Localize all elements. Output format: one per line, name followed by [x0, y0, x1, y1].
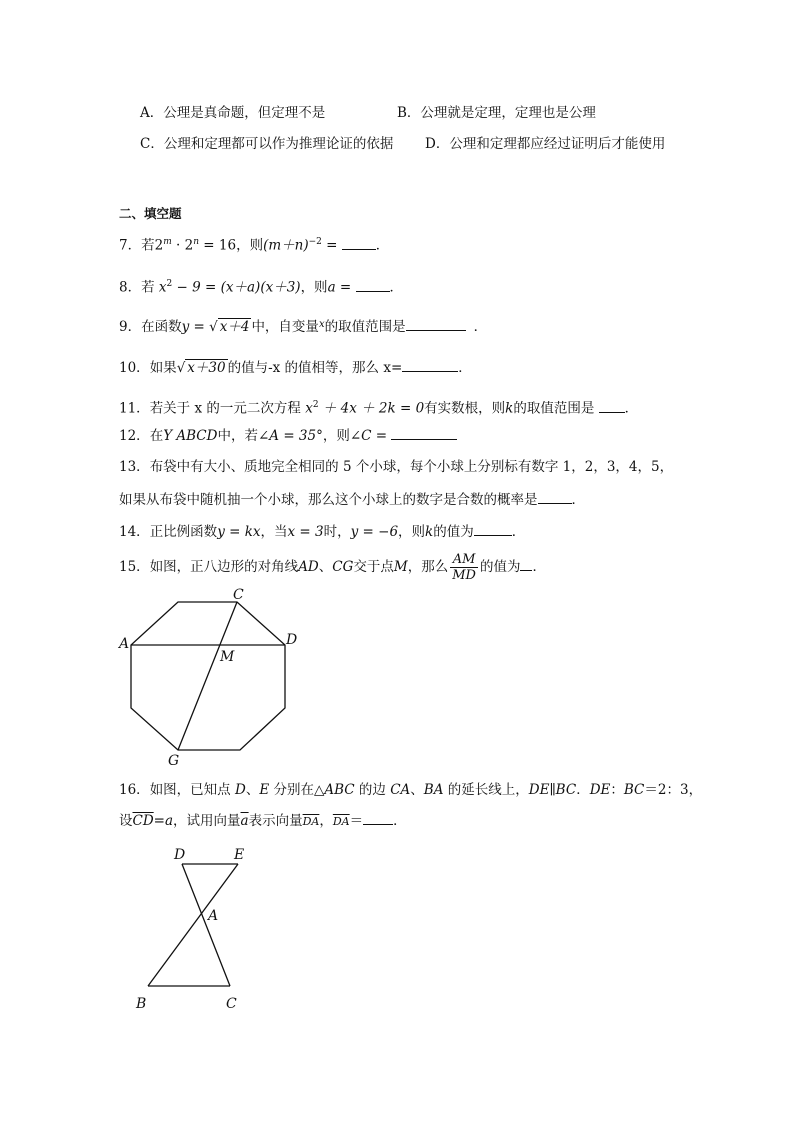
question-11: 11．若关于 x 的一元二次方程 $x^2 + 4x + 2k = 0$有实数根，则k的取值范围是 ． — [119, 395, 638, 419]
answer-blank — [342, 235, 376, 250]
answer-blank — [599, 398, 625, 413]
label-m: M — [220, 649, 235, 665]
label-a: A — [208, 908, 219, 924]
question-10: 10．如果√ x＋30 的值与-x 的值相等，那么 x= ． — [119, 357, 472, 378]
segment-dc — [182, 864, 230, 986]
option-a: A．公理是真命题，但定理不是 — [140, 105, 326, 121]
answer-blank — [402, 357, 458, 372]
label-c: C — [226, 996, 237, 1012]
label-g: G — [168, 753, 180, 769]
option-d: D．公理和定理都应经过证明后才能使用 — [425, 136, 666, 152]
label-d: D — [286, 632, 298, 648]
question-15: 15．如图，正八边形的对角线AD、CG交于点M，那么 $\frac{AM}{MD}$ 的值为 ． — [119, 552, 546, 583]
question-16-line-1: 16．如图，已知点 D、E 分别在△ABC 的边 CA、BA 的延长线上，DE∥BC．DE：BC＝2：3， — [119, 782, 703, 798]
answer-blank — [406, 316, 466, 331]
octagon-figure — [110, 580, 310, 770]
answer-blank — [363, 810, 393, 825]
label-a: A — [119, 636, 130, 652]
question-13-line-1: 13．布袋中有大小、质地完全相同的 5 个小球，每个小球上分别标有数字 1，2，3，4，5， — [119, 459, 674, 475]
question-12: 12．在Y ABCD中，若∠A = 35°，则∠C = — [119, 425, 457, 446]
option-c: C．公理和定理都可以作为推理论证的依据 — [140, 136, 394, 152]
question-16-line-2: 设$\overline{CD}=a$，试用向量$\overline{a}$表示向量$\overline{DA}$，$\overline{DA}=$ ． — [119, 810, 407, 832]
question-8: 8．若 $x^2 - 9 = (x+a)(x+3)$，则a = ． — [119, 274, 403, 298]
label-e: E — [234, 847, 245, 863]
question-9: 9．在函数y = √ x＋4 中，自变量$^x$的取值范围是 ． — [119, 315, 487, 337]
question-14: 14．正比例函数y = kx，当x = 3时，y = −6，则k的值为 ． — [119, 521, 525, 542]
answer-blank — [538, 489, 572, 504]
answer-blank — [391, 425, 457, 440]
question-7: 7．若$2^m \cdot 2^n = 16$，则$(m+n)^{-2}$ = ． — [119, 232, 389, 256]
label-c: C — [233, 587, 244, 603]
answer-blank — [520, 556, 532, 571]
triangle-figure — [130, 840, 270, 1020]
answer-blank — [474, 521, 512, 536]
label-d: D — [174, 847, 186, 863]
answer-blank — [356, 277, 390, 292]
label-b: B — [136, 996, 147, 1012]
option-b: B．公理就是定理，定理也是公理 — [397, 105, 596, 121]
segment-eb — [148, 864, 238, 986]
fraction: $\frac{AM}{MD}$ — [452, 552, 476, 583]
section-heading: 二、填空题 — [119, 206, 182, 221]
question-13-line-2: 如果从布袋中随机抽一个小球，那么这个小球上的数字是合数的概率是 ． — [119, 489, 585, 510]
diagonal-cg — [178, 602, 237, 750]
